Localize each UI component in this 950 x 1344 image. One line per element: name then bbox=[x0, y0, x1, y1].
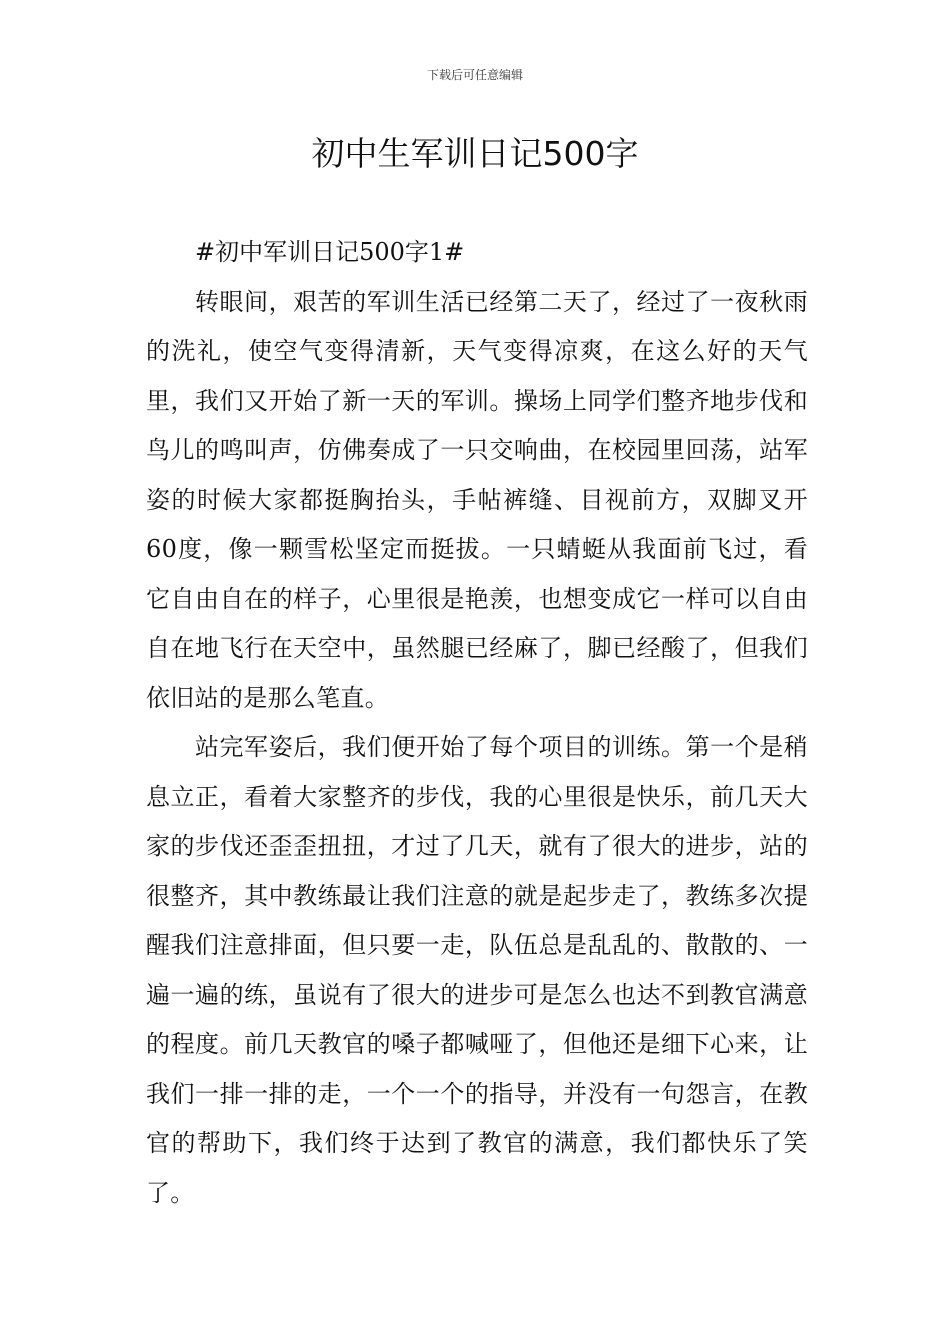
paragraph-1: 转眼间，艰苦的军训生活已经第二天了，经过了一夜秋雨的洗礼，使空气变得清新，天气变得凉爽，在这么好的天气里，我们又开始了新一天的军训。操场上同学们整齐地步伐和鸟儿的鸣叫声，仿佛奏成了一只交响曲，在校园里回荡，站军姿的时候大家都挺胸抬头，手帖裤缝、目视前方，双脚叉开60度，像一颗雪松坚定而挺拔。一只蜻蜓从我面前飞过，看它自由自在的样子，心里很是艳羡，也想变成它一样可以自由自在地飞行在天空中，虽然腿已经麻了，脚已经酸了，但我们依旧站的是那么笔直。 bbox=[146, 287, 808, 712]
document-title: 初中生军训日记500字 bbox=[311, 134, 639, 173]
section-heading: #初中军训日记500字1# bbox=[195, 238, 465, 266]
page-header-note: 下载后可任意编辑 bbox=[426, 68, 523, 82]
document-body bbox=[146, 228, 808, 1218]
paragraph-2: 站完军姿后，我们便开始了每个项目的训练。第一个是稍息立正，看着大家整齐的步伐，我的心里很是快乐，前几天大家的步伐还歪歪扭扭，才过了几天，就有了很大的进步，站的很整齐，其中教练最让我们注意的就是起步走了，教练多次提醒我们注意排面，但只要一走，队伍总是乱乱的、散散的、一遍一遍的练，虽说有了很大的进步可是怎么也达不到教官满意的程度。前几天教官的嗓子都喊哑了，但他还是细下心来，让我们一排一排的走，一个一个的指导，并没有一句怨言，在教官的帮助下，我们终于达到了教官的满意，我们都快乐了笑了。 bbox=[146, 733, 808, 1207]
